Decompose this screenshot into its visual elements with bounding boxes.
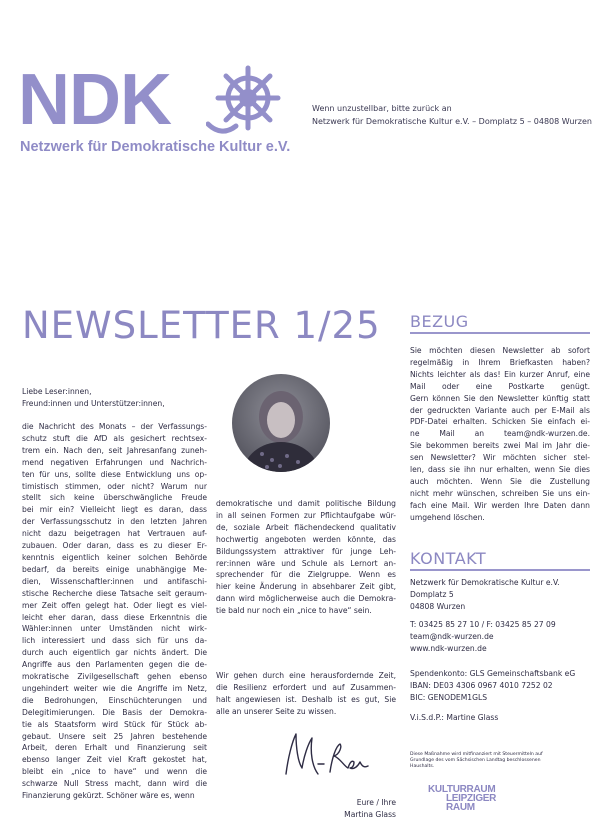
text-line: mend negativen Erfahrungen und Nachrich- — [22, 457, 207, 467]
return-address-line1: Wenn unzustellbar, bitte zurück an — [312, 104, 452, 113]
text-line: umgehend löschen. — [410, 512, 485, 522]
text-line: der Verfassungsschutz in den letzten Jahren — [22, 517, 207, 527]
kulturraum-logo-line: LEIPZIGER — [446, 793, 497, 804]
text-line: len, dass sie ihn nur erhalten, wenn Sie dies — [410, 465, 590, 475]
text-line: hier keine Änderung in absehbarer Zeit gibt, — [216, 582, 396, 592]
text-line: mer Zeit offen gelegt hat. Oder liegt es viel- — [22, 600, 207, 610]
text-line: gebaut. Unsere seit 25 Jahren bestehende — [22, 731, 207, 741]
bezug-heading: BEZUG — [410, 312, 469, 331]
ships-wheel-icon — [206, 64, 286, 138]
text-line: Nichts leichter als das! Ein kurzer Anruf, eine — [410, 369, 590, 379]
greeting-line: Liebe Leser:innen, — [22, 387, 92, 396]
kontakt-divider — [410, 569, 590, 571]
organization-subtitle: Netzwerk für Demokratische Kultur e.V. — [20, 139, 291, 155]
text-line: stellt sich keine überschwängliche Freude — [22, 493, 207, 503]
text-line: stische Recherche diese Tatsache seit geraum- — [22, 588, 207, 598]
text-line: sprechender für die Zielgruppe. Wenn es — [216, 570, 396, 580]
text-line: ne Mail an team@ndk-wurzen.de. — [410, 429, 590, 439]
text-line: Sie bekommen bereits zwei Mal im Jahr die- — [410, 441, 590, 451]
funding-line: Grundlage des vom Sächsischen Landtag beschlossenen — [410, 758, 541, 763]
newsletter-title: NEWSLETTER 1/25 — [22, 304, 381, 347]
text-line: Angriffe aus den Parlamenten gegen die de- — [22, 660, 207, 670]
text-line: tie als Staatsform wird Stück für Stück ab- — [22, 719, 207, 729]
contact-web[interactable]: www.ndk-wurzen.de — [410, 643, 487, 653]
text-line: die Resilienz erfordert und auf Zusammen- — [216, 682, 396, 692]
text-line: dien, Wissenschaftler:innen und antifaschi- — [22, 576, 207, 586]
kulturraum-logo-line: KULTURRAUM — [428, 784, 496, 795]
closing — [300, 797, 396, 821]
kontakt-heading: KONTAKT — [410, 549, 487, 568]
text-line: Bildungssystem attraktiver für junge Leh- — [216, 546, 396, 556]
text-line: Wähler:innen unter Umständen nicht wirk- — [22, 624, 207, 634]
text-line: regelmäßig in Ihrem Briefkasten haben? — [410, 357, 590, 367]
text-line: bedarf, da bereits einige unabhängige Me- — [22, 564, 207, 574]
text-line: schwarze Null Stress macht, dann wird die — [22, 779, 207, 789]
text-line: bleibt ein „nice to have“ und wenn die — [22, 767, 207, 777]
greeting-line: Freund:innen und Unterstützer:innen, — [22, 398, 165, 408]
text-line: Sie möchten diesen Newsletter ab sofort — [410, 346, 590, 355]
text-line: der gedruckten Variante auch per E-Mail als — [410, 405, 590, 415]
article-column-2 — [216, 498, 396, 617]
text-line: Delegitimierungen. Die Basis der Demokra- — [22, 707, 207, 717]
visdp: V.i.S.d.P.: Martine Glass — [410, 713, 499, 723]
bank-account: Spendenkonto: GLS Gemeinschaftsbank eG — [410, 669, 576, 679]
text-line: zubauen. Oder daran, dass es zu dieser Er- — [22, 541, 207, 551]
text-line: sen Newsletter? Wir möchten sicher stel- — [410, 453, 590, 463]
text-line: alle an unserer Seite zu wissen. — [216, 706, 337, 716]
text-line: timistisch stimmen, oder nicht? Warum nur — [22, 481, 207, 491]
text-line: demokratische und damit politische Bildung — [216, 499, 396, 508]
handwritten-signature — [278, 728, 374, 782]
text-line: mokratische Zivilgesellschaft gehen ebenso — [22, 672, 207, 682]
text-line: Arbeit, deren Erhalt und Finanzierung seit — [22, 743, 207, 753]
funding-notice — [410, 752, 585, 770]
signer-name: Martina Glass — [344, 809, 396, 819]
text-line: die Nachricht des Monats – der Verfassungs- — [22, 422, 207, 431]
text-line: lich interessiert und dass sich für uns da- — [22, 636, 207, 646]
kulturraum-logo — [428, 784, 506, 813]
text-line: die Bedrohungen, Einschüchterungen und — [22, 695, 207, 705]
contact-org: Netzwerk für Demokratische Kultur e.V. — [410, 578, 560, 587]
text-line: dann wird möglicherweise auch die Demokra- — [216, 594, 396, 604]
text-line: de, soziale Arbeit flächendeckend qualitativ — [216, 522, 396, 532]
contact-phone: T: 03425 85 27 10 / F: 03425 85 27 09 — [410, 619, 556, 629]
bezug-divider — [410, 332, 590, 334]
text-line: hochwertig angeboten werden könnte, das — [216, 534, 396, 544]
text-line: kenntnis eigentlich keiner solchen Behörde — [22, 552, 207, 562]
contact-block — [410, 577, 595, 724]
funding-line: Diese Maßnahme wird mitfinanziert mit Steuermitteln auf — [410, 752, 543, 757]
text-line: ten für uns, sollte diese Entwicklung uns op- — [22, 469, 207, 479]
text-line: nicht mehr wünschen, schreiben Sie uns ein- — [410, 488, 590, 498]
text-line: tie bald nur noch ein „nice to have“ sein. — [216, 606, 372, 616]
author-portrait — [232, 374, 330, 472]
text-line: leicht eher daran, dass diese Erkenntnis die — [22, 612, 207, 622]
text-line: in all seinen Formen zur Pflichtaufgabe wür- — [216, 510, 396, 520]
article-column-1 — [22, 421, 207, 802]
kulturraum-logo-line: RAUM — [446, 802, 475, 813]
text-line: Gern können Sie den Newsletter künftig statt — [410, 393, 590, 403]
text-line: ungehindert weiter wie die Angriffe im Netz, — [22, 683, 207, 693]
ndk-wordmark: NDK — [18, 60, 171, 140]
contact-email[interactable]: team@ndk-wurzen.de — [410, 631, 494, 641]
text-line: trem ein. Nach den, seit Jahresanfang zuneh- — [22, 445, 207, 455]
text-line: Wir gehen durch eine herausfordernde Zeit, — [216, 671, 396, 680]
text-line: Mail oder eine Postkarte genügt. — [410, 381, 590, 391]
text-line: schutz stuft die AfD als gesichert rechtsex- — [22, 433, 207, 443]
bezug-text — [410, 345, 590, 524]
greeting — [22, 386, 207, 410]
closing-phrase: Eure / Ihre — [356, 798, 396, 807]
text-line: halt angewiesen ist. Deshalb ist es gut, Sie — [216, 694, 396, 704]
text-line: PDF-Datei erhalten. Schicken Sie einfach ei- — [410, 417, 590, 427]
text-line: Finanzierung gekürzt. Schöner wäre es, wenn — [22, 791, 195, 801]
return-address-line2: Netzwerk für Demokratische Kultur e.V. – Domplatz 5 – 04808 Wurzen — [312, 117, 592, 126]
contact-city: 04808 Wurzen — [410, 601, 466, 611]
contact-street: Domplatz 5 — [410, 589, 454, 599]
text-line: fach eine Mail. Wir werden Ihre Daten dann — [410, 500, 590, 510]
bic: BIC: GENODEM1GLS — [410, 693, 488, 703]
article-column-2-closing-paragraph — [216, 670, 396, 718]
text-line: ebenso langer Zeit viel Kraft gekostet hat, — [22, 755, 207, 765]
text-line: nicht dazu beigetragen hat Vertrauen auf- — [22, 529, 207, 539]
text-line: auch möchten. Wenn Sie die Zustellung — [410, 476, 590, 486]
text-line: bei mir ein? Vielleicht liegt es daran, dass — [22, 505, 207, 515]
iban: IBAN: DE03 4306 0967 4010 7252 02 — [410, 681, 553, 691]
text-line: durch auch eigentlich gar nichts ändert. Die — [22, 648, 207, 658]
funding-line: Haushalts. — [410, 764, 435, 769]
text-line: rer:innen wäre und Schule als Lernort an- — [216, 558, 396, 568]
